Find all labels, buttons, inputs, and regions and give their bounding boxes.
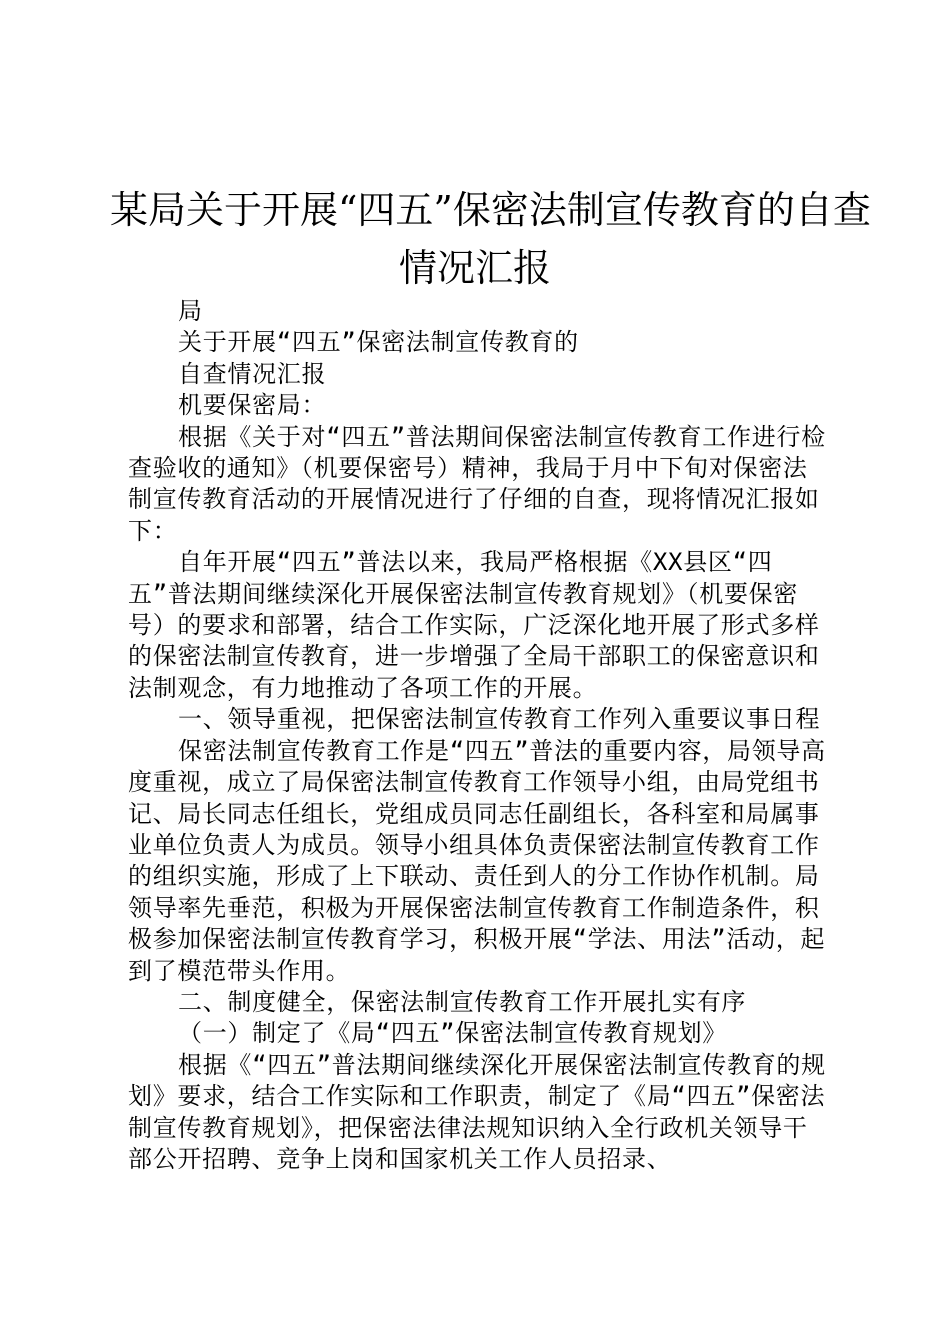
document-title-line-2: 情况汇报 — [398, 246, 551, 290]
paragraph-subtitle-1: 关于开展“四五”保密法制宣传教育的 — [178, 328, 579, 357]
subsection-heading-1: （一）制定了《局“四五”保密法制宣传教育规划》 — [178, 1019, 727, 1048]
section-heading-2: 二、制度健全，保密法制宣传教育工作开展扎实有序 — [178, 987, 747, 1016]
document-title-line-1: 某局关于开展“四五”保密法制宣传教育的自查 — [110, 188, 871, 232]
paragraph-intro: 根据《关于对“四五”普法期间保密法制宣传教育工作进行检查验收的通知》（机要保密号）精神，我局于月中下旬对保密法制宣传教育活动的开展情况进行了仔细的自查，现将情况汇报如下： — [128, 422, 826, 545]
document-body — [128, 296, 828, 1175]
paragraph-addressee: 机要保密局： — [178, 391, 327, 420]
paragraph-leadership: 保密法制宣传教育工作是“四五”普法的重要内容，局领导高度重视，成立了局保密法制宣传教育工作领导小组，由局党组书记、局长同志任组长，党组成员同志任副组长，各科室和局属事业单位负责人为成员。领导小组具体负责保密法制宣传教育工作的组织实施，形成了上下联动、责任到人的分工作协作机制。局领导率先垂范，积极为开展保密法制宣传教育工作制造条件，积极参加保密法制宣传教育学习，积极开展“学法、用法”活动，起到了模范带头作用。 — [128, 736, 826, 985]
paragraph-overview: 自年开展“四五”普法以来，我局严格根据《XX县区“四五”普法期间继续深化开展保密法制宣传教育规划》（机要保密号）的要求和部署，结合工作实际，广泛深化地开展了形式多样的保密法制宣传教育，进一步增强了全局干部职工的保密意识和法制观念，有力地推动了各项工作的开展。 — [128, 548, 820, 702]
paragraph-subtitle-2: 自查情况汇报 — [178, 359, 327, 388]
paragraph-plan: 根据《“四五”普法期间继续深化开展保密法制宣传教育的规划》要求，结合工作实际和工作职责，制定了《局“四五”保密法制宣传教育规划》，把保密法律法规知识纳入全行政机关领导干部公开招聘、竞争上岗和国家机关工作人员招录、 — [128, 1050, 826, 1173]
section-heading-1: 一、领导重视，把保密法制宣传教育工作列入重要议事日程 — [178, 705, 821, 734]
paragraph-bureau: 局 — [178, 297, 203, 325]
